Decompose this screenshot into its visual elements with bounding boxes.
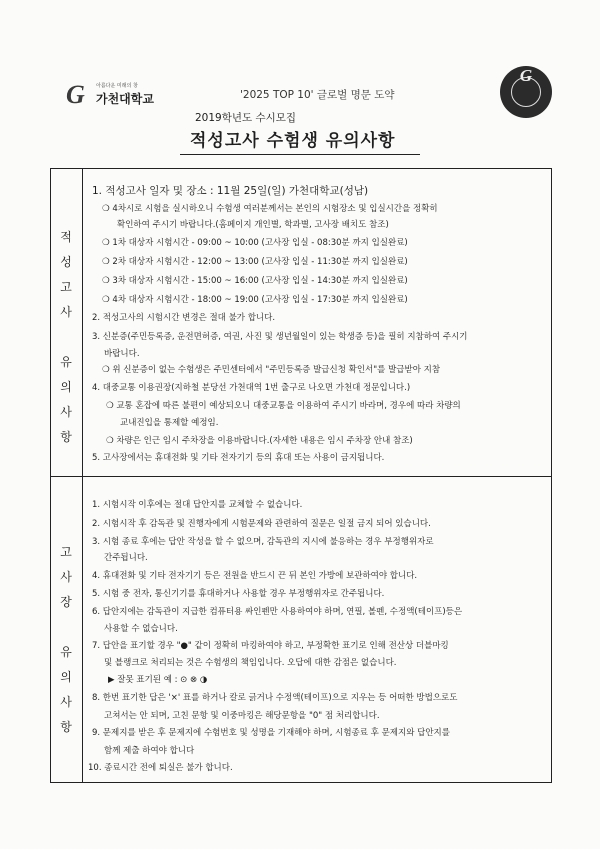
notice-line: 5. 고사장에서는 휴대전화 및 기타 전자기기 등의 휴대 또는 사용이 금지됩니다. — [92, 453, 385, 463]
notice-line: 확인하여 주시기 바랍니다.(홈페이지 개인별, 학과별, 고사장 배치도 참조) — [117, 220, 389, 230]
section2-label — [50, 540, 82, 740]
side-label-char: 유 — [60, 355, 72, 369]
side-label-char: 사 — [60, 570, 72, 584]
notice-line: 7. 답안을 표기할 경우 "●" 같이 정확히 마킹하여야 하고, 부정확한 표기로 인해 전산상 더블마킹 — [92, 641, 449, 651]
notice-line: 4. 대중교통 이용권장(지하철 분당선 가천대역 1번 출구로 나오면 가천대 정문입니다.) — [92, 383, 411, 393]
notice-line: 사용할 수 없습니다. — [104, 624, 178, 634]
side-label-char: 의 — [60, 670, 72, 684]
notice-line: 6. 답안지에는 감독관이 지급한 컴퓨터용 싸인펜만 사용하여야 하며, 연필, 볼펜, 수정액(테이프)등은 — [92, 607, 463, 617]
notice-line: 3. 신분증(주민등록증, 운전면허증, 여권, 사진 및 생년월일이 있는 학생증 등)을 필히 지참하여 주시기 — [92, 332, 468, 342]
notice-line: 교내진입을 통제할 예정임. — [120, 418, 219, 428]
notice-line: 바랍니다. — [104, 349, 140, 359]
notice-line: 간주됩니다. — [104, 553, 148, 563]
notice-line: 8. 한번 표기한 답은 '×' 표를 하거나 칼로 긁거나 수정액(테이프)으로 지우는 등 어떠한 방법으로도 — [92, 693, 458, 703]
logo-tagline: 아름다운 미래의 창 — [96, 83, 138, 89]
side-label-char: 의 — [60, 380, 72, 394]
notice-line: ❍ 차량은 인근 임시 주차장을 이용바랍니다.(자세한 내용은 임시 주차장 안내 참조) — [106, 436, 413, 446]
side-label-char: 항 — [60, 720, 72, 734]
notice-line: 1. 시험시작 이후에는 절대 답안지를 교체할 수 없습니다. — [92, 500, 303, 510]
notice-line: 고쳐서는 안 되며, 고친 문항 및 이중마킹은 해당문항을 "0" 점 처리합니다. — [104, 711, 380, 721]
side-label-char: 성 — [60, 255, 72, 269]
title-underline — [180, 154, 420, 155]
side-label-char: 항 — [60, 430, 72, 444]
university-seal-icon — [500, 66, 552, 118]
side-label-char: 사 — [60, 305, 72, 319]
notice-line: 1. 적성고사 일자 및 장소 : 11월 25일(일) 가천대학교(성남) — [92, 185, 369, 197]
university-logo — [66, 82, 176, 116]
notice-line: ❍ 4차시로 시험을 실시하오니 수험생 여러분께서는 본인의 시험장소 및 입실시간을 정확히 — [102, 204, 438, 214]
section-divider — [50, 476, 552, 477]
notice-line: ❍ 2차 대상자 시험시간 - 12:00 ~ 13:00 (고사장 입실 - 11:30분 까지 입실완료) — [102, 257, 408, 267]
side-label-char: 적 — [60, 230, 72, 244]
seal-g-icon: G — [519, 66, 533, 85]
year-label: 2019학년도 수시모집 — [195, 112, 297, 124]
notice-line: 5. 시험 중 전자, 통신기기를 휴대하거나 사용할 경우 부정행위자로 간주됩니다. — [92, 589, 385, 599]
notice-line: 및 블랭크로 처리되는 것은 수험생의 책임입니다. 오답에 대한 감점은 없습니다. — [104, 658, 397, 668]
notice-line: ❍ 위 신분증이 없는 수험생은 주민센터에서 "주민등록증 발급신청 확인서"를 발급받아 지참 — [102, 365, 441, 375]
notice-line: ❍ 3차 대상자 시험시간 - 15:00 ~ 16:00 (고사장 입실 - 14:30분 까지 입실완료) — [102, 276, 408, 286]
notice-line: 함께 제출 하여야 합니다 — [104, 746, 195, 756]
notice-line: ❍ 1차 대상자 시험시간 - 09:00 ~ 10:00 (고사장 입실 - 08:30분 까지 입실완료) — [102, 238, 408, 248]
side-label-char: 장 — [60, 595, 72, 609]
side-label-char — [50, 615, 82, 640]
notice-line: ❍ 교통 혼잡에 따른 불편이 예상되오니 대중교통을 이용하여 주시기 바라며, 경우에 따라 차량의 — [106, 401, 461, 411]
notice-line: 10. 종료시간 전에 퇴실은 불가 합니다. — [88, 763, 233, 773]
notice-line: 9. 문제지를 받은 후 문제지에 수험번호 및 성명을 기재해야 하며, 시험종료 후 문제지와 답안지를 — [92, 728, 450, 738]
slogan: '2025 TOP 10' 글로벌 명문 도약 — [240, 89, 395, 101]
logo-name: 가천대학교 — [96, 92, 154, 106]
side-label-char: 고 — [60, 280, 72, 294]
side-label-char: 고 — [60, 545, 72, 559]
notice-line: 4. 휴대전화 및 기타 전자기기 등은 전원을 반드시 끈 뒤 본인 가방에 보관하여야 합니다. — [92, 571, 418, 581]
side-label-char: 유 — [60, 645, 72, 659]
notice-line: 2. 적성고사의 시험시간 변경은 절대 불가 합니다. — [92, 313, 276, 323]
column-divider — [82, 168, 83, 783]
notice-line: 2. 시험시작 후 감독관 및 진행자에게 시험문제와 관련하여 질문은 일절 금지 되어 있습니다. — [92, 519, 431, 529]
section1-label — [50, 225, 82, 450]
notice-line: ❍ 4차 대상자 시험시간 - 18:00 ~ 19:00 (고사장 입실 - 17:30분 까지 입실완료) — [102, 295, 408, 305]
page-title: 적성고사 수험생 유의사항 — [190, 131, 396, 151]
notice-line: ▶ 잘못 표기된 예 : ⊙ ⊗ ◑ — [108, 675, 208, 685]
g-mark-icon: G — [66, 80, 85, 109]
side-label-char — [50, 325, 82, 350]
side-label-char: 사 — [60, 405, 72, 419]
notice-line: 3. 시험 종료 후에는 답안 작성을 할 수 없으며, 감독관의 지시에 불응하는 경우 부정행위자로 — [92, 537, 434, 547]
side-label-char: 사 — [60, 695, 72, 709]
